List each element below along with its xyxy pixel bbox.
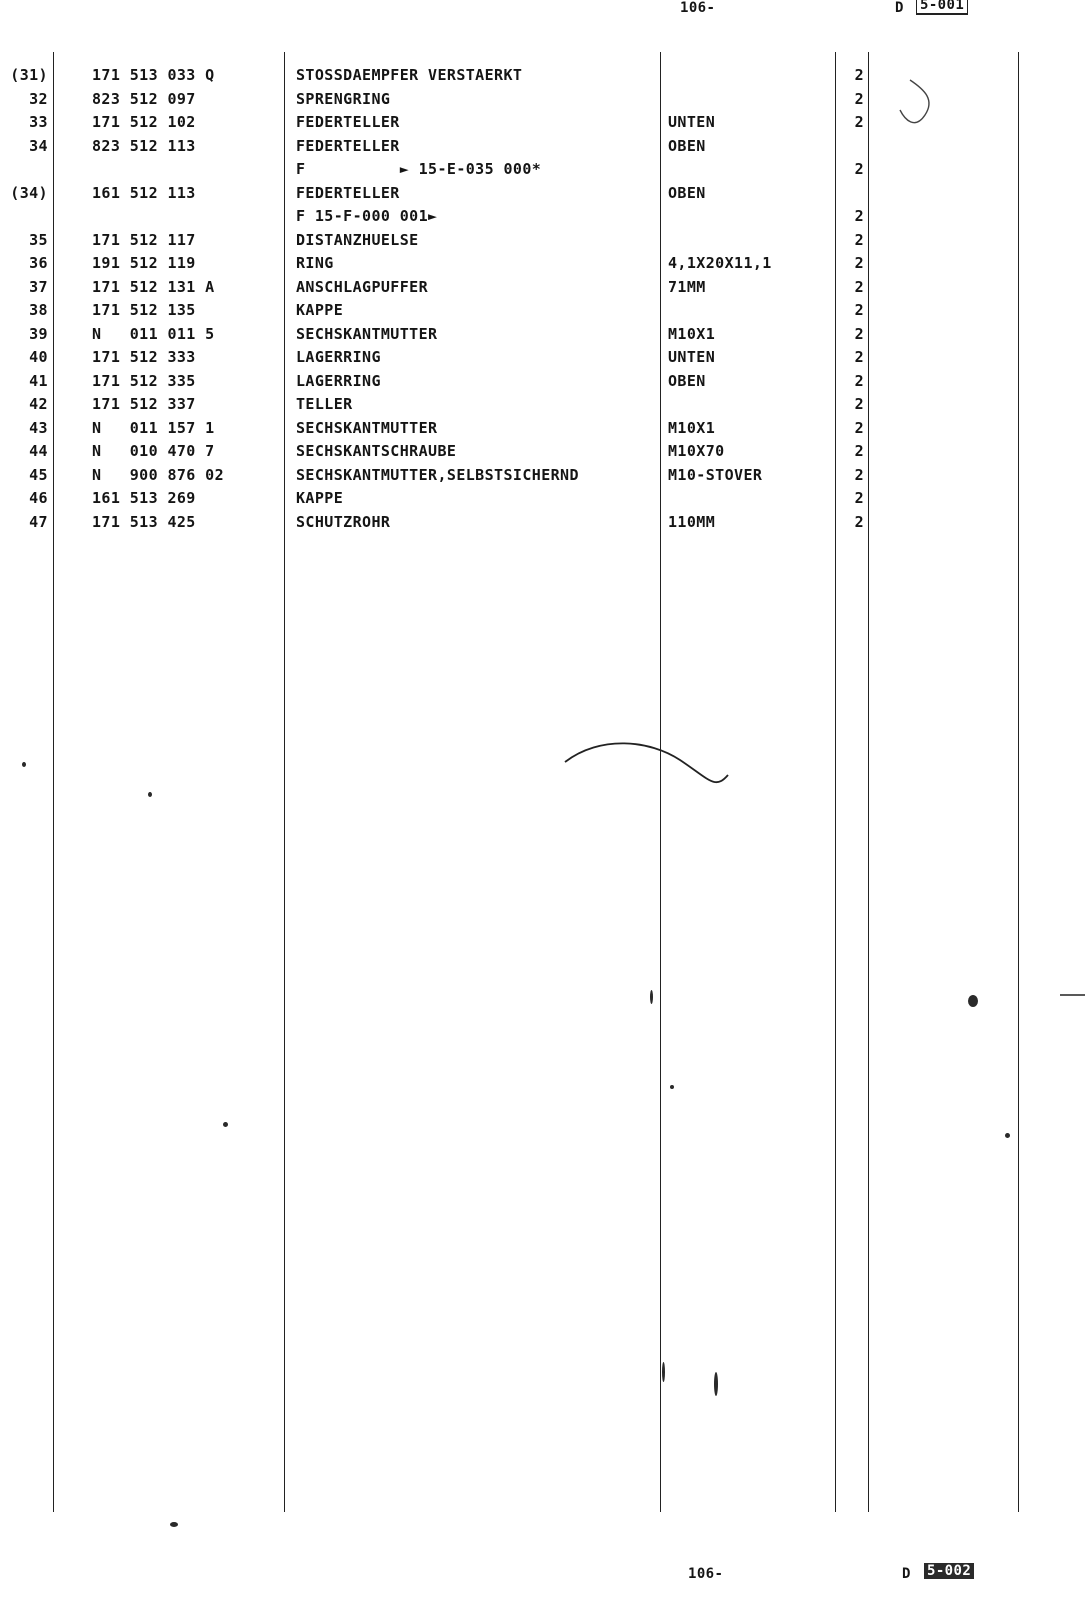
footer-section-code — [924, 1563, 974, 1579]
row-specification: M10X1 — [668, 418, 716, 437]
row-part-number: 823 512 097 — [92, 89, 196, 108]
row-specification: UNTEN — [668, 348, 716, 366]
row-quantity: 2 — [854, 442, 864, 460]
row-description: F ► 15-E-035 000* — [296, 160, 542, 178]
row-part-number: 171 512 333 — [92, 348, 196, 366]
row-description: RING — [296, 254, 334, 272]
row-part-number: N 011 157 1 — [92, 418, 215, 437]
table-row — [0, 393, 1085, 416]
row-part-number: 161 513 269 — [92, 489, 196, 507]
table-row — [0, 323, 1085, 346]
speck — [22, 762, 26, 767]
speck — [148, 792, 152, 797]
row-quantity: 2 — [854, 207, 864, 225]
row-description: LAGERRING — [296, 371, 381, 390]
row-quantity: 2 — [854, 465, 864, 484]
row-part-number: 171 513 033 Q — [92, 66, 215, 84]
row-description: TELLER — [296, 395, 353, 413]
row-description: SECHSKANTMUTTER,SELBSTSICHERND — [296, 465, 579, 484]
header-section-code — [916, 0, 968, 15]
row-part-number: N 011 011 5 — [92, 324, 215, 343]
row-position: 40 — [29, 348, 48, 366]
row-part-number: 171 512 337 — [92, 395, 196, 413]
row-description: F 15-F-000 001► — [296, 207, 438, 225]
table-row — [0, 64, 1085, 87]
row-position: 36 — [29, 254, 48, 272]
row-description: LAGERRING — [296, 348, 381, 366]
speck — [662, 1362, 665, 1382]
row-specification: OBEN — [668, 183, 706, 202]
row-quantity: 2 — [854, 277, 864, 296]
row-quantity: 2 — [854, 230, 864, 249]
row-part-number: 191 512 119 — [92, 254, 196, 272]
row-position: (31) — [10, 66, 48, 84]
speck — [650, 990, 653, 1004]
table-row — [0, 346, 1085, 369]
row-description: FEDERTELLER — [296, 183, 400, 202]
speck — [1005, 1133, 1010, 1138]
row-specification: M10X70 — [668, 442, 725, 460]
row-position: (34) — [10, 183, 48, 202]
row-quantity: 2 — [854, 254, 864, 272]
row-quantity: 2 — [854, 418, 864, 437]
row-quantity: 2 — [854, 113, 864, 131]
row-description: FEDERTELLER — [296, 113, 400, 131]
table-row — [0, 182, 1085, 205]
table-row — [0, 487, 1085, 510]
row-part-number: 171 512 117 — [92, 230, 196, 249]
row-description: SECHSKANTMUTTER — [296, 418, 438, 437]
speck — [170, 1522, 178, 1527]
row-part-number: 823 512 113 — [92, 136, 196, 155]
row-quantity: 2 — [854, 348, 864, 366]
row-description: KAPPE — [296, 301, 344, 319]
row-position: 41 — [29, 371, 48, 390]
row-description: KAPPE — [296, 489, 344, 507]
table-row — [0, 464, 1085, 487]
row-specification: OBEN — [668, 136, 706, 155]
header-section-code-box: 5-001 — [916, 0, 968, 15]
table-row — [0, 252, 1085, 275]
row-part-number: 171 512 131 A — [92, 277, 215, 296]
table-row — [0, 276, 1085, 299]
table-row — [0, 299, 1085, 322]
row-description: SPRENGRING — [296, 89, 391, 108]
header-section-letter: D — [895, 0, 904, 16]
speck — [670, 1085, 674, 1089]
row-quantity: 2 — [854, 66, 864, 84]
row-part-number: 171 513 425 — [92, 512, 196, 531]
row-position: 32 — [29, 89, 48, 108]
row-specification: OBEN — [668, 371, 706, 390]
row-specification: 71MM — [668, 277, 706, 296]
row-description: STOSSDAEMPFER VERSTAERKT — [296, 66, 523, 84]
row-position: 43 — [29, 418, 48, 437]
table-row — [0, 370, 1085, 393]
row-description: SCHUTZROHR — [296, 512, 391, 531]
table-row — [0, 205, 1085, 228]
row-part-number: N 900 876 02 — [92, 465, 225, 484]
row-position: 35 — [29, 230, 48, 249]
row-position — [0, 158, 48, 181]
row-position: 38 — [29, 301, 48, 319]
row-specification: M10X1 — [668, 324, 716, 343]
row-quantity: 2 — [854, 324, 864, 343]
row-quantity: 2 — [854, 489, 864, 507]
row-description: SECHSKANTMUTTER — [296, 324, 438, 343]
row-position: 45 — [29, 465, 48, 484]
row-quantity: 2 — [854, 89, 864, 108]
table-row — [0, 111, 1085, 134]
speck — [223, 1122, 228, 1127]
row-position — [0, 205, 48, 228]
row-position: 37 — [29, 277, 48, 296]
row-description: SECHSKANTSCHRAUBE — [296, 442, 457, 460]
row-quantity: 2 — [854, 512, 864, 531]
row-quantity: 2 — [854, 160, 864, 178]
table-row — [0, 417, 1085, 440]
table-row — [0, 440, 1085, 463]
speck — [714, 1372, 718, 1396]
row-position: 33 — [29, 113, 48, 131]
footer-section-code-box: 5-002 — [924, 1563, 974, 1579]
row-part-number: 171 512 135 — [92, 301, 196, 319]
row-description: DISTANZHUELSE — [296, 230, 419, 249]
footer-page-number: 106- — [688, 1566, 724, 1582]
row-specification: UNTEN — [668, 113, 716, 131]
row-specification: 110MM — [668, 512, 716, 531]
row-part-number: 161 512 113 — [92, 183, 196, 202]
row-position: 46 — [29, 489, 48, 507]
table-row — [0, 158, 1085, 181]
row-description: ANSCHLAGPUFFER — [296, 277, 429, 296]
row-quantity: 2 — [854, 301, 864, 319]
row-position: 39 — [29, 324, 48, 343]
row-position: 47 — [29, 512, 48, 531]
row-quantity: 2 — [854, 371, 864, 390]
row-specification: 4,1X20X11,1 — [668, 254, 772, 272]
table-row — [0, 88, 1085, 111]
row-specification: M10-STOVER — [668, 465, 763, 484]
row-position: 42 — [29, 395, 48, 413]
row-part-number: 171 512 102 — [92, 113, 196, 131]
row-quantity — [850, 135, 864, 158]
row-position: 44 — [29, 442, 48, 460]
row-part-number: 171 512 335 — [92, 371, 196, 390]
row-quantity — [850, 182, 864, 205]
scribble-mark — [565, 743, 728, 782]
speck — [968, 995, 978, 1007]
row-quantity: 2 — [854, 395, 864, 413]
header-page-number: 106- — [680, 0, 716, 16]
table-row — [0, 511, 1085, 534]
footer-section-letter: D — [902, 1566, 911, 1582]
table-row — [0, 229, 1085, 252]
row-position: 34 — [29, 136, 48, 155]
row-part-number: N 010 470 7 — [92, 442, 215, 460]
row-description: FEDERTELLER — [296, 136, 400, 155]
table-row — [0, 135, 1085, 158]
